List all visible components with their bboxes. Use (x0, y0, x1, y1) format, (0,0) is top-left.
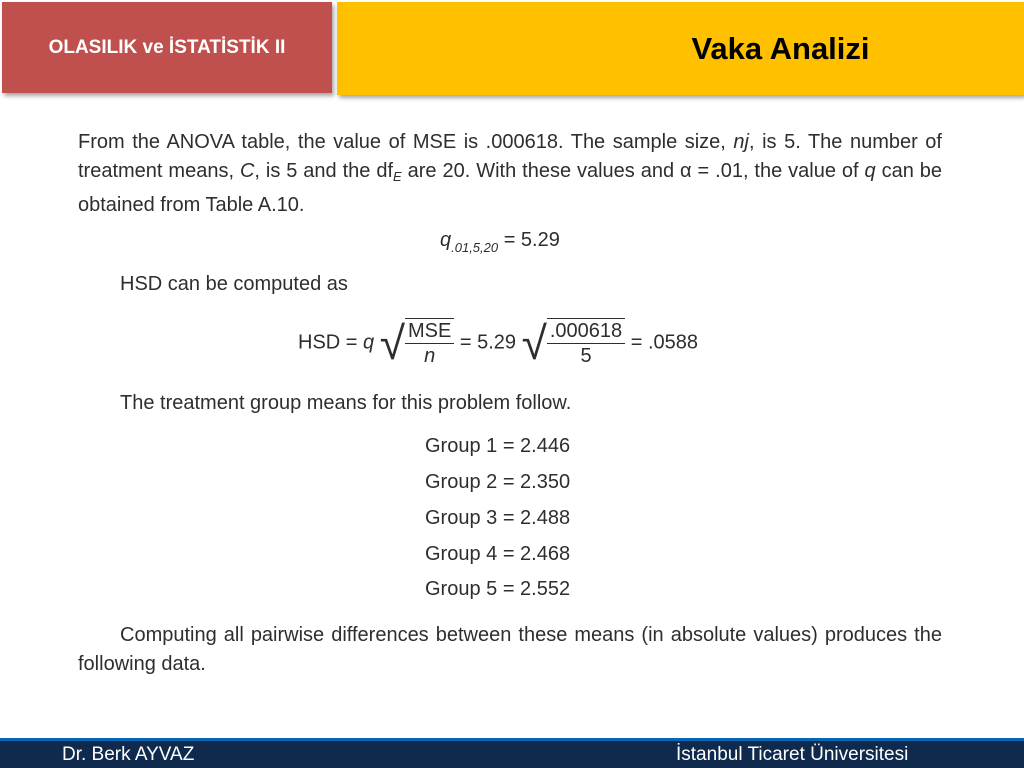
group-mean-5: Group 5 = 2.552 (425, 578, 571, 600)
group-mean-3: Group 3 = 2.488 (425, 507, 571, 529)
paragraph-hsd: HSD can be computed as (120, 273, 348, 295)
slide-title: Vaka Analizi (691, 30, 870, 66)
group-mean-1: Group 1 = 2.446 (425, 435, 571, 457)
group-mean-2: Group 2 = 2.350 (425, 471, 571, 493)
footer-author: Dr. Berk AYVAZ (62, 744, 195, 765)
q-equation: $q_{.01,5,20} = 5.29$ (440, 229, 560, 255)
paragraph-means: The treatment group means for this problem follow. (120, 392, 572, 414)
course-title-box (2, 2, 332, 93)
footer-institution: İstanbul Ticaret Üniversitesi (676, 744, 909, 765)
course-title: OLASILIK ve İSTATİSTİK II (48, 36, 286, 58)
group-mean-4: Group 4 = 2.468 (425, 543, 571, 565)
hsd-equation: HSD = q √ $\frac{\text{MSE}}{n}$ = 5.29 √ $\frac{.000618}{5}$ = .0588 (298, 317, 699, 369)
footer-bar (0, 738, 1024, 768)
slide-title-box (337, 2, 1024, 95)
paragraph-pairwise: Computing all pairwise differences between these means (in absolute values) produces the following data. (78, 624, 942, 675)
paragraph-anova: From the ANOVA table, the value of MSE is .000618. The sample size, nj, is 5. The number of treatment means, C, is 5 and the $df_E$ are 20. With these values and α = .01, the value of q can be obtained from Table A.10. (78, 131, 943, 216)
n-j-symbol: nj (733, 131, 749, 153)
